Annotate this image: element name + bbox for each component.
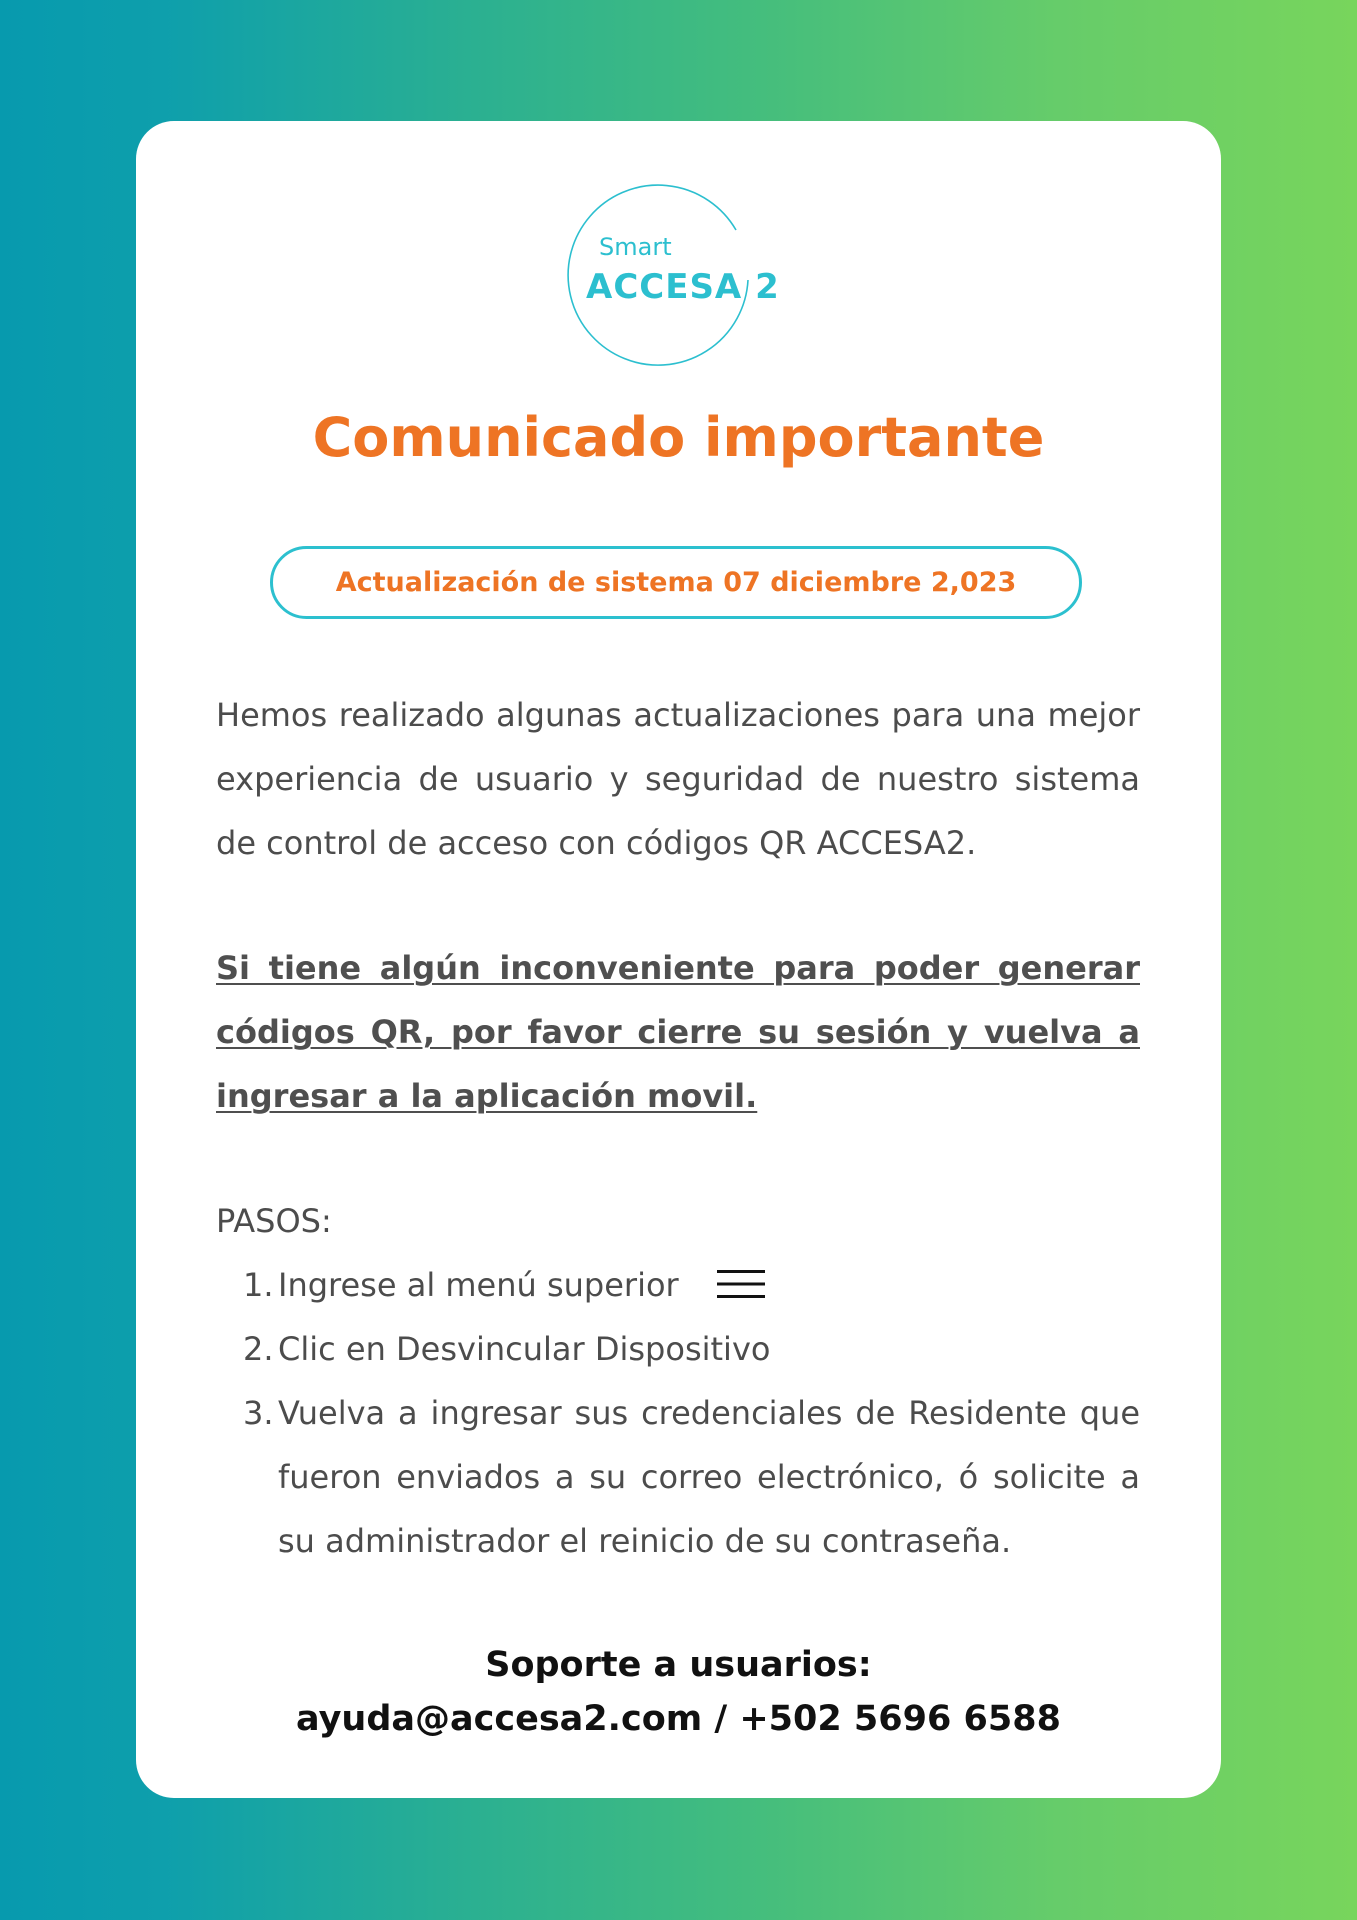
step-item [216,1317,1140,1381]
update-date-badge [270,546,1082,619]
hamburger-menu-icon [717,1268,765,1300]
step-number: 2. [243,1330,274,1368]
step-item [216,1253,1140,1317]
support-info [136,1638,1221,1746]
announcement-card [136,121,1221,1798]
page-title: Comunicado importante [312,406,1045,469]
accesa2-logo [564,165,784,385]
steps-label: PASOS: [216,1202,332,1240]
step-item [216,1381,1140,1573]
steps-list [216,1253,1140,1573]
step-text: Ingrese al menú superior [278,1266,679,1304]
logo-brand-text: ACCESA 2 [586,267,780,307]
step-number: 1. [243,1266,274,1304]
logo-smart-text: Smart [599,233,672,261]
step-number: 3. [243,1394,274,1432]
update-date-text: Actualización de sistema 07 diciembre 2,023 [335,567,1017,598]
support-label: Soporte a usuarios: [485,1645,872,1685]
step-text: Clic en Desvincular Dispositivo [278,1330,771,1368]
important-notice-paragraph: Si tiene algún inconveniente para poder generar códigos QR, por favor cierre su sesión y vuelva a ingresar a la aplicación movil. [216,949,1140,1115]
step-text: Vuelva a ingresar sus credenciales de Residente que fueron enviados a su correo electrónico, ó solicite a su administrador el reinicio de su contraseña. [278,1394,1140,1560]
support-contact: ayuda@accesa2.com / +502 5696 6588 [296,1699,1061,1739]
intro-paragraph: Hemos realizado algunas actualizaciones para una mejor experiencia de usuario y seguridad de nuestro sistema de control de acceso con códigos QR ACCESA2. [216,696,1140,862]
